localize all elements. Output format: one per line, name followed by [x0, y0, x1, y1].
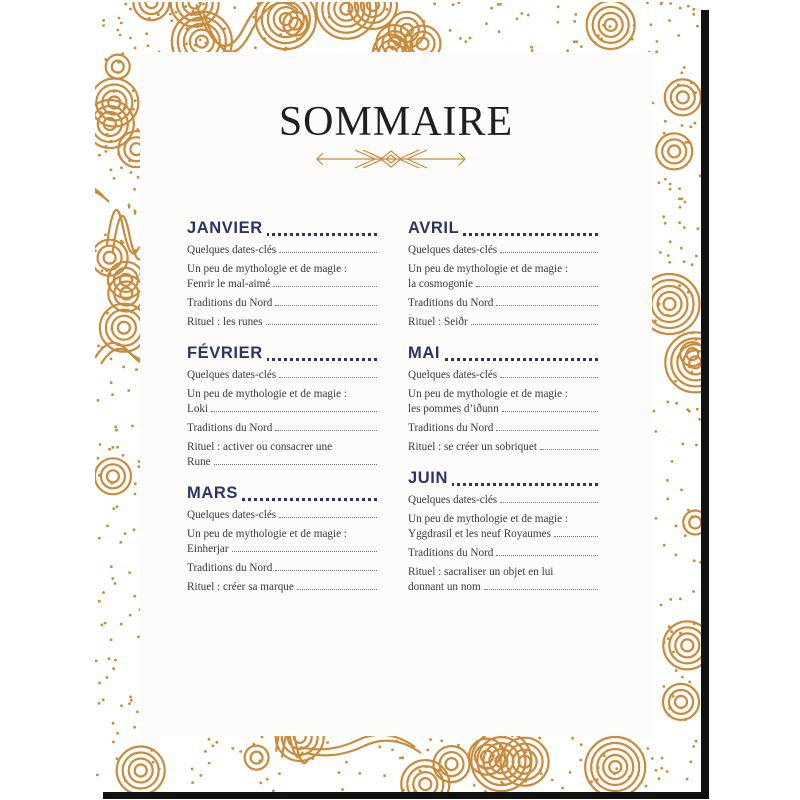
toc-entry-text: donnant un nom: [408, 581, 481, 593]
table-of-contents-panel: [140, 52, 652, 736]
toc-entry[interactable]: [408, 296, 598, 311]
toc-entry[interactable]: [408, 546, 598, 561]
toc-entry[interactable]: [187, 508, 377, 523]
toc-entry-text: Traditions du Nord: [408, 422, 494, 434]
toc-entry-text: Traditions du Nord: [187, 422, 273, 434]
dot-leader: [471, 324, 598, 325]
dot-leader: [496, 430, 598, 431]
month-name: AVRIL: [408, 219, 463, 237]
toc-entry[interactable]: [187, 387, 377, 417]
toc-entry[interactable]: [408, 368, 598, 383]
book-page: [95, 2, 701, 792]
month-name: FÉVRIER: [187, 344, 267, 362]
toc-entry[interactable]: [187, 561, 377, 576]
dot-leader: [496, 305, 598, 306]
toc-entry[interactable]: [408, 387, 598, 417]
dot-leader: [275, 570, 377, 571]
month-heading[interactable]: [408, 344, 598, 368]
dot-leader: [232, 551, 377, 552]
toc-entry-text: Un peu de mythologie et de magie :: [408, 513, 569, 525]
toc-entry-text: Yggdrasil et les neuf Royaumes: [408, 528, 551, 540]
month-name: JANVIER: [187, 219, 267, 237]
toc-entry[interactable]: [187, 243, 377, 258]
toc-entry-text: Traditions du Nord: [408, 297, 494, 309]
dot-leader: [297, 589, 377, 590]
month-name: MARS: [187, 484, 242, 502]
toc-entry-text: Quelques dates-clés: [408, 369, 498, 381]
dot-leader: [484, 589, 598, 590]
toc-entry[interactable]: [187, 527, 377, 557]
toc-entry-text: Un peu de mythologie et de magie :: [408, 388, 569, 400]
toc-entry-text: Traditions du Nord: [187, 562, 273, 574]
toc-entry-text: Rituel : les runes: [187, 316, 263, 328]
toc-entry-text: Quelques dates-clés: [187, 369, 277, 381]
toc-entry[interactable]: [187, 421, 377, 436]
dot-leader: [496, 555, 598, 556]
toc-entry-text: Rituel : Seiðr: [408, 316, 468, 328]
dot-leader: [476, 286, 598, 287]
toc-entry-text: Rituel : se créer un sobriquet: [408, 441, 537, 453]
toc-column-right: [408, 219, 598, 609]
toc-entry-text: Quelques dates-clés: [408, 244, 498, 256]
toc-section: [408, 219, 598, 330]
month-name: MAI: [408, 344, 444, 362]
toc-entry-text: Rituel : créer sa marque: [187, 581, 294, 593]
toc-entry-text: la cosmogonie: [408, 278, 473, 290]
toc-entry-text: Traditions du Nord: [408, 547, 494, 559]
toc-entry-text: les pommes d’iðunn: [408, 403, 499, 415]
toc-entry[interactable]: [408, 493, 598, 508]
toc-entry-text: Traditions du Nord: [187, 297, 273, 309]
toc-entry[interactable]: [408, 512, 598, 542]
month-heading[interactable]: [408, 219, 598, 243]
toc-entry-text: Fenrir le mal-aimé: [187, 278, 271, 290]
month-heading[interactable]: [187, 344, 377, 368]
toc-entry-text: Quelques dates-clés: [187, 509, 277, 521]
dot-leader: [211, 411, 377, 412]
dot-leader: [279, 252, 377, 253]
toc-entry[interactable]: [187, 315, 377, 330]
dot-leader: [279, 517, 377, 518]
toc-entry[interactable]: [408, 421, 598, 436]
toc-entry-text: Un peu de mythologie et de magie :: [187, 263, 348, 275]
dot-leader: [554, 536, 598, 537]
toc-section: [187, 484, 377, 595]
toc-entry[interactable]: [187, 580, 377, 595]
month-heading[interactable]: [187, 219, 377, 243]
arrow-diamond-ornament-icon: [315, 147, 467, 171]
toc-entry-text: Un peu de mythologie et de magie :: [187, 528, 348, 540]
month-heading[interactable]: [187, 484, 377, 508]
dot-leader: [214, 464, 377, 465]
toc-section: [187, 344, 377, 470]
toc-entry-text: Un peu de mythologie et de magie :: [187, 388, 348, 400]
toc-entry[interactable]: [187, 440, 377, 470]
toc-entry[interactable]: [408, 315, 598, 330]
toc-entry[interactable]: [187, 296, 377, 311]
toc-entry[interactable]: [408, 262, 598, 292]
toc-entry-text: Un peu de mythologie et de magie :: [408, 263, 569, 275]
toc-section: [187, 219, 377, 330]
toc-section: [408, 344, 598, 455]
toc-entry[interactable]: [408, 243, 598, 258]
toc-entry-text: Einherjar: [187, 543, 229, 555]
dot-leader: [500, 377, 598, 378]
toc-entry[interactable]: [408, 565, 598, 595]
page-title: SOMMAIRE: [278, 99, 514, 145]
toc-entry[interactable]: [408, 440, 598, 455]
dot-leader: [275, 305, 377, 306]
toc-column-left: [187, 219, 377, 609]
toc-section: [408, 469, 598, 595]
toc-entry-text: Loki: [187, 403, 209, 415]
toc-entry[interactable]: [187, 368, 377, 383]
dot-leader: [275, 430, 377, 431]
dot-leader: [273, 286, 377, 287]
toc-entry-text: Rune: [187, 456, 211, 468]
dot-leader: [500, 252, 598, 253]
month-heading[interactable]: [408, 469, 598, 493]
toc-entry-text: Rituel : activer ou consacrer une: [187, 441, 333, 453]
toc-entry-text: Rituel : sacraliser un objet en lui: [408, 566, 554, 578]
toc-entry[interactable]: [187, 262, 377, 292]
month-name: JUIN: [408, 469, 452, 487]
dot-leader: [502, 411, 598, 412]
toc-entry-text: Quelques dates-clés: [408, 494, 498, 506]
dot-leader: [540, 449, 598, 450]
dot-leader: [500, 502, 598, 503]
dot-leader: [266, 324, 377, 325]
toc-entry-text: Quelques dates-clés: [187, 244, 277, 256]
dot-leader: [279, 377, 377, 378]
